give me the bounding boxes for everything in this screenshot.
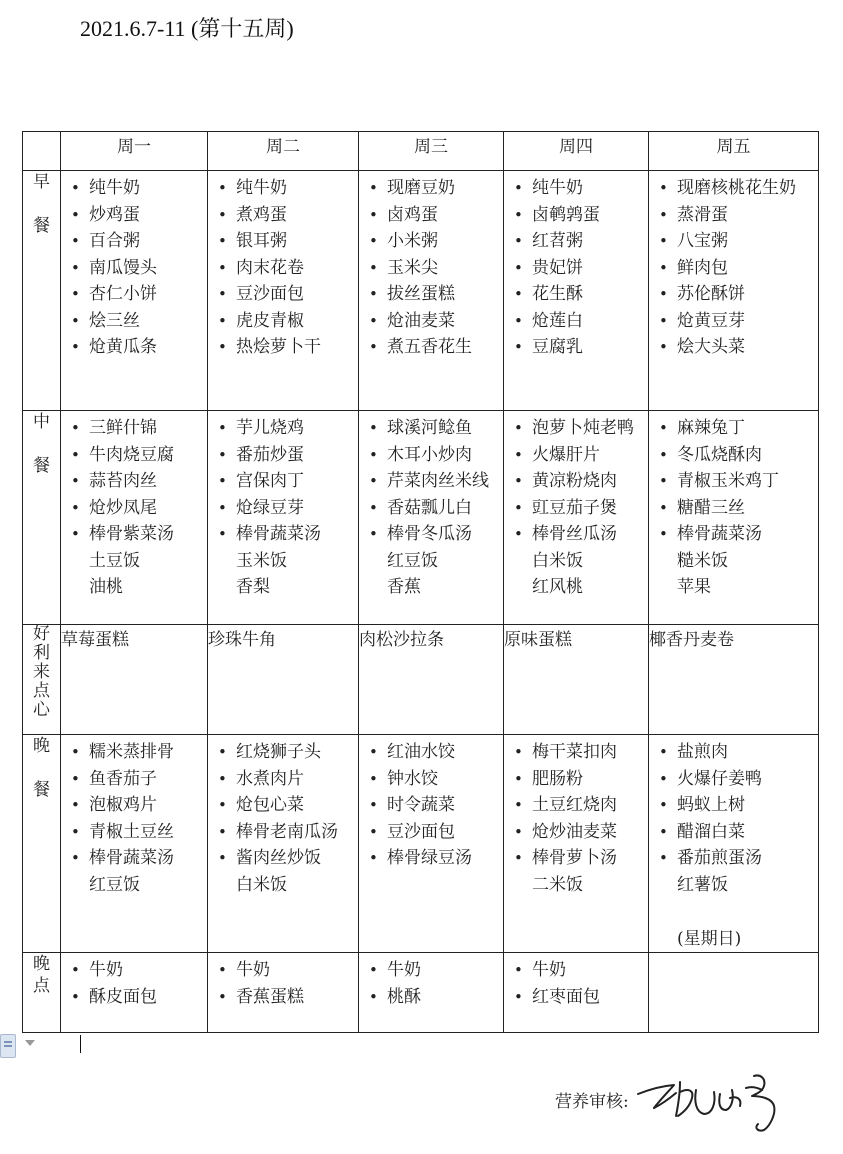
meal-label-text: 好利来点心 bbox=[33, 624, 50, 720]
meal-row bbox=[23, 735, 819, 953]
day-header: 周五 bbox=[649, 132, 819, 171]
dish-list bbox=[359, 171, 503, 361]
dish-list bbox=[359, 953, 503, 1010]
dish-item: • 棒骨蔬菜汤 bbox=[216, 521, 358, 548]
dish-item: • 炝莲白 bbox=[512, 308, 648, 335]
dish-item: • 香菇瓢儿白 bbox=[367, 495, 503, 522]
day-header: 周三 bbox=[359, 132, 504, 171]
dish-item: • 炝油麦菜 bbox=[367, 308, 503, 335]
weekly-menu-table bbox=[22, 131, 819, 1033]
side-item: 红薯饭 bbox=[677, 874, 728, 895]
dish-item: • 杏仁小饼 bbox=[69, 281, 207, 308]
dish-item: • 豆沙面包 bbox=[367, 819, 503, 846]
menu-cell bbox=[359, 411, 504, 625]
dish-item: • 南瓜馒头 bbox=[69, 255, 207, 282]
meal-label bbox=[23, 735, 61, 953]
dish-item: • 卤鸡蛋 bbox=[367, 202, 503, 229]
page-title: 2021.6.7-11 (第十五周) bbox=[80, 16, 294, 41]
dish-item: • 红油水饺 bbox=[367, 739, 503, 766]
menu-cell bbox=[61, 171, 208, 411]
dish-item: • 纯牛奶 bbox=[216, 175, 358, 202]
dish-list bbox=[61, 735, 207, 898]
dish-item: • 麻辣兔丁 bbox=[657, 415, 818, 442]
meal-label bbox=[23, 411, 61, 625]
dish-item: • 木耳小炒肉 bbox=[367, 442, 503, 469]
side-item: 红风桃 bbox=[532, 577, 583, 597]
dish-item: • 黄凉粉烧肉 bbox=[512, 468, 648, 495]
dish-list bbox=[359, 411, 503, 601]
dish-item: • 炝黄瓜条 bbox=[69, 334, 207, 361]
menu-cell bbox=[504, 953, 649, 1033]
meal-row bbox=[23, 411, 819, 625]
dish-item: • 豇豆茄子煲 bbox=[512, 495, 648, 522]
corner-cell bbox=[23, 132, 61, 171]
dish-item: • 酥皮面包 bbox=[69, 984, 207, 1011]
document-icon bbox=[0, 1034, 16, 1058]
dish-list bbox=[208, 735, 358, 898]
meal-label-text: 早 餐 bbox=[33, 172, 50, 236]
sunday-note: (星期日) bbox=[677, 929, 742, 949]
dish-item: • 虎皮青椒 bbox=[216, 308, 358, 335]
menu-cell bbox=[61, 411, 208, 625]
dish-item: • 豆腐乳 bbox=[512, 334, 648, 361]
menu-cell bbox=[649, 171, 819, 411]
dish-item: • 肥肠粉 bbox=[512, 766, 648, 793]
dish-item: • 土豆红烧肉 bbox=[512, 792, 648, 819]
dish-item: • 拔丝蛋糕 bbox=[367, 281, 503, 308]
dish-item: • 棒骨蔬菜汤 bbox=[69, 845, 207, 872]
meal-row bbox=[23, 625, 819, 735]
dropdown-arrow-icon bbox=[25, 1040, 35, 1046]
menu-cell bbox=[649, 953, 819, 1033]
menu-cell bbox=[359, 735, 504, 953]
dish-item: • 牛肉烧豆腐 bbox=[69, 442, 207, 469]
side-item: 白米饭 bbox=[532, 550, 583, 571]
dish-item: • 牛奶 bbox=[512, 957, 648, 984]
dish-item: • 棒骨冬瓜汤 bbox=[367, 521, 503, 548]
menu-cell bbox=[61, 735, 208, 953]
dish-item: • 青椒玉米鸡丁 bbox=[657, 468, 818, 495]
menu-cell bbox=[504, 735, 649, 953]
dish-item: • 银耳粥 bbox=[216, 228, 358, 255]
header-row bbox=[23, 132, 819, 171]
dish-list bbox=[61, 411, 207, 601]
menu-cell bbox=[359, 953, 504, 1033]
menu-cell bbox=[359, 171, 504, 411]
dish-item: • 牛奶 bbox=[69, 957, 207, 984]
dish-item: • 香蕉蛋糕 bbox=[216, 984, 358, 1011]
snack-cell: 珍珠牛角 bbox=[208, 625, 359, 735]
dish-item: • 宫保肉丁 bbox=[216, 468, 358, 495]
dish-item: • 棒骨蔬菜汤 bbox=[657, 521, 818, 548]
dish-item: • 棒骨紫菜汤 bbox=[69, 521, 207, 548]
menu-cell bbox=[649, 411, 819, 625]
dish-list bbox=[504, 735, 648, 898]
dish-item: • 青椒土豆丝 bbox=[69, 819, 207, 846]
dish-item: • 小米粥 bbox=[367, 228, 503, 255]
dish-item: • 现磨核桃花生奶 bbox=[657, 175, 818, 202]
dish-item: • 烩三丝 bbox=[69, 308, 207, 335]
dish-list bbox=[649, 953, 818, 957]
dish-list bbox=[504, 953, 648, 1010]
dish-item: • 纯牛奶 bbox=[512, 175, 648, 202]
dish-item: • 醋溜白菜 bbox=[657, 819, 818, 846]
dish-item: • 炒鸡蛋 bbox=[69, 202, 207, 229]
dish-item: • 牛奶 bbox=[367, 957, 503, 984]
dish-list bbox=[208, 953, 358, 1010]
dish-item: • 火爆肝片 bbox=[512, 442, 648, 469]
dish-item: • 芋儿烧鸡 bbox=[216, 415, 358, 442]
dish-list bbox=[649, 411, 818, 601]
day-header: 周二 bbox=[208, 132, 359, 171]
dish-item: • 花生酥 bbox=[512, 281, 648, 308]
dish-item: • 钟水饺 bbox=[367, 766, 503, 793]
side-item: 白米饭 bbox=[236, 874, 287, 895]
dish-list bbox=[359, 735, 503, 872]
dish-item: • 贵妃饼 bbox=[512, 255, 648, 282]
side-item: 红豆饭 bbox=[89, 874, 140, 895]
dish-item: • 时令蔬菜 bbox=[367, 792, 503, 819]
side-item: 红豆饭 bbox=[387, 550, 438, 571]
dish-item: • 球溪河鲶鱼 bbox=[367, 415, 503, 442]
dish-item: • 酱肉丝炒饭 bbox=[216, 845, 358, 872]
dish-item: • 鲜肉包 bbox=[657, 255, 818, 282]
dish-item: • 水煮肉片 bbox=[216, 766, 358, 793]
dish-item: • 棒骨丝瓜汤 bbox=[512, 521, 648, 548]
dish-item: • 苏伦酥饼 bbox=[657, 281, 818, 308]
dish-item: • 棒骨老南瓜汤 bbox=[216, 819, 358, 846]
menu-cell bbox=[504, 411, 649, 625]
dish-item: • 糖醋三丝 bbox=[657, 495, 818, 522]
dish-item: • 芹菜肉丝米线 bbox=[367, 468, 503, 495]
meal-row bbox=[23, 171, 819, 411]
meal-label bbox=[23, 171, 61, 411]
dish-item: • 红烧狮子头 bbox=[216, 739, 358, 766]
snack-cell: 椰香丹麦卷 bbox=[649, 625, 819, 735]
meal-label bbox=[23, 625, 61, 735]
dish-list bbox=[504, 171, 648, 361]
dish-item: • 煮鸡蛋 bbox=[216, 202, 358, 229]
dish-item: • 纯牛奶 bbox=[69, 175, 207, 202]
dish-item: • 泡椒鸡片 bbox=[69, 792, 207, 819]
dish-item: • 热烩萝卜干 bbox=[216, 334, 358, 361]
dish-item: • 八宝粥 bbox=[657, 228, 818, 255]
side-item: 糙米饭 bbox=[677, 550, 728, 571]
meal-label-text: 晚 餐 bbox=[33, 736, 50, 800]
dish-list bbox=[61, 171, 207, 361]
side-item: 玉米饭 bbox=[236, 550, 287, 571]
dish-item: • 糯米蒸排骨 bbox=[69, 739, 207, 766]
menu-cell bbox=[208, 953, 359, 1033]
text-cursor-icon bbox=[80, 1035, 81, 1053]
dish-item: • 桃酥 bbox=[367, 984, 503, 1011]
menu-cell bbox=[649, 735, 819, 953]
dish-item: • 蚂蚁上树 bbox=[657, 792, 818, 819]
dish-item: • 炝黄豆芽 bbox=[657, 308, 818, 335]
meal-label bbox=[23, 953, 61, 1033]
review-label: 营养审核: bbox=[555, 1092, 629, 1112]
dish-item: • 炝绿豆芽 bbox=[216, 495, 358, 522]
dish-item: • 烩大头菜 bbox=[657, 334, 818, 361]
dish-item: • 卤鹌鹑蛋 bbox=[512, 202, 648, 229]
side-item: 苹果 bbox=[677, 577, 711, 597]
menu-cell bbox=[208, 171, 359, 411]
dish-item: • 火爆仔姜鸭 bbox=[657, 766, 818, 793]
dish-item: • 梅干菜扣肉 bbox=[512, 739, 648, 766]
dish-item: • 棒骨萝卜汤 bbox=[512, 845, 648, 872]
snack-cell: 原味蛋糕 bbox=[504, 625, 649, 735]
snack-cell: 草莓蛋糕 bbox=[61, 625, 208, 735]
side-item: 油桃 bbox=[89, 577, 123, 597]
dish-item: • 盐煎肉 bbox=[657, 739, 818, 766]
dish-item: • 冬瓜烧酥肉 bbox=[657, 442, 818, 469]
dish-item: • 煮五香花生 bbox=[367, 334, 503, 361]
dish-item: • 红枣面包 bbox=[512, 984, 648, 1011]
dish-list bbox=[208, 171, 358, 361]
dish-item: • 鱼香茄子 bbox=[69, 766, 207, 793]
dish-item: • 番茄炒蛋 bbox=[216, 442, 358, 469]
signature-image bbox=[634, 1068, 814, 1138]
side-item: 香蕉 bbox=[387, 577, 421, 597]
dish-item: • 蒸滑蛋 bbox=[657, 202, 818, 229]
dish-item: • 番茄煎蛋汤 bbox=[657, 845, 818, 872]
dish-item: • 炝炒凤尾 bbox=[69, 495, 207, 522]
dish-list bbox=[61, 953, 207, 1010]
dish-list bbox=[649, 171, 818, 361]
menu-cell bbox=[208, 735, 359, 953]
dish-item: • 蒜苔肉丝 bbox=[69, 468, 207, 495]
dish-list bbox=[504, 411, 648, 601]
dish-item: • 玉米尖 bbox=[367, 255, 503, 282]
dish-item: • 牛奶 bbox=[216, 957, 358, 984]
dish-item: • 现磨豆奶 bbox=[367, 175, 503, 202]
dish-list bbox=[208, 411, 358, 601]
menu-cell bbox=[208, 411, 359, 625]
meal-label-text: 中 餐 bbox=[33, 412, 50, 476]
day-header: 周一 bbox=[61, 132, 208, 171]
menu-cell bbox=[504, 171, 649, 411]
dish-item: • 豆沙面包 bbox=[216, 281, 358, 308]
dish-item: • 三鲜什锦 bbox=[69, 415, 207, 442]
dish-item: • 炝炒油麦菜 bbox=[512, 819, 648, 846]
dish-item: • 红苕粥 bbox=[512, 228, 648, 255]
dish-list bbox=[649, 735, 818, 898]
meal-row bbox=[23, 953, 819, 1033]
snack-cell: 肉松沙拉条 bbox=[359, 625, 504, 735]
dish-item: • 棒骨绿豆汤 bbox=[367, 845, 503, 872]
side-item: 二米饭 bbox=[532, 874, 583, 895]
meal-label-text: 晚点 bbox=[33, 954, 50, 996]
dish-item: • 炝包心菜 bbox=[216, 792, 358, 819]
dish-item: • 百合粥 bbox=[69, 228, 207, 255]
day-header: 周四 bbox=[504, 132, 649, 171]
dish-item: • 肉末花卷 bbox=[216, 255, 358, 282]
dish-item: • 泡萝卜炖老鸭 bbox=[512, 415, 648, 442]
side-item: 土豆饭 bbox=[89, 550, 140, 571]
side-item: 香梨 bbox=[236, 577, 270, 597]
menu-cell bbox=[61, 953, 208, 1033]
